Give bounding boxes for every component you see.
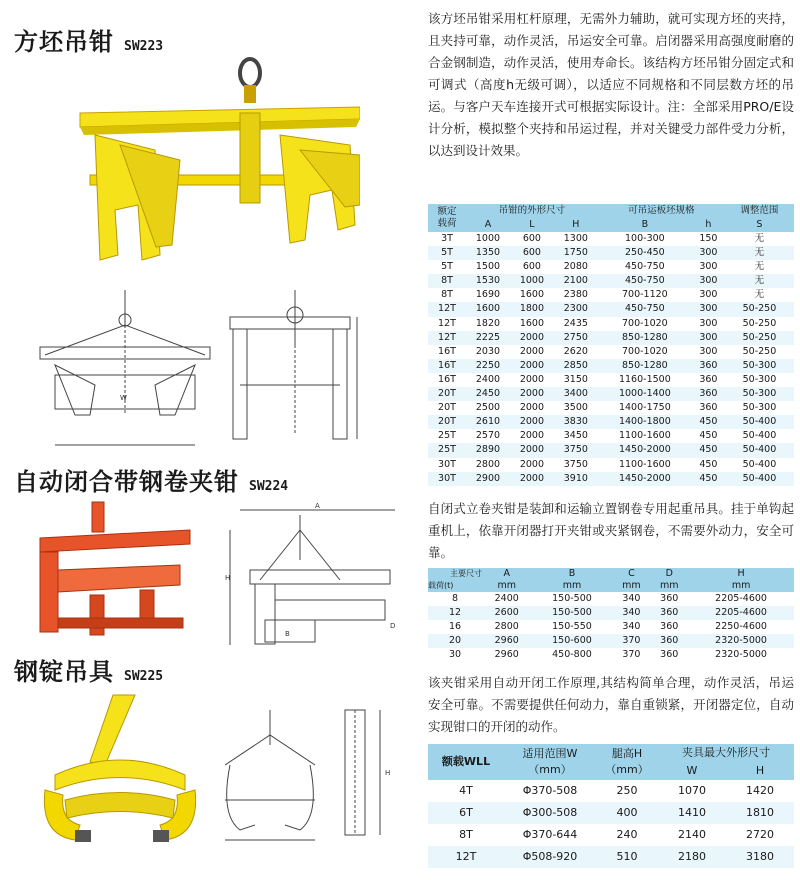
table-cell: 1100-1600 [618, 430, 671, 442]
table-cell: 450 [692, 415, 725, 429]
table-cell: 1300 [563, 233, 588, 244]
table-body [428, 592, 794, 662]
table-cell: 300 [699, 289, 718, 301]
table-row [428, 620, 794, 634]
table-cell: 700-1120 [621, 289, 668, 301]
table-row [428, 802, 794, 824]
table-row [428, 846, 794, 868]
table-cell: 1400-1800 [598, 415, 692, 429]
table-cell: 无 [754, 289, 765, 301]
table-cell: 1000 [475, 233, 501, 244]
table-cell: 2000 [510, 359, 554, 373]
table-cell: 20T [428, 415, 466, 429]
billet-tongs-side-drawing [225, 285, 365, 455]
table-cell: 340 [613, 606, 651, 620]
table-cell: 1070 [678, 784, 706, 797]
table-cell: 50-250 [725, 302, 794, 316]
table-cell: 8 [451, 593, 459, 604]
table-cell: 2000 [510, 472, 554, 486]
table-cell: 1600 [466, 302, 510, 316]
table-cell: 1810 [726, 802, 794, 824]
table-cell: 240 [616, 828, 638, 841]
table-cell: 2320-5000 [688, 634, 794, 648]
table-cell: 2205-4600 [688, 606, 794, 620]
table-cell: 510 [596, 846, 658, 868]
sw224-description: 自闭式立卷夹钳是装卸和运输立置钢卷专用起重吊具。挂于单钩起重机上，依靠开闭器打开夹钳或夹紧钢卷，不需要外动力，安全可靠。 [428, 501, 794, 560]
table-cell: 50-300 [725, 359, 794, 373]
table-body [428, 232, 794, 486]
table-cell: 2960 [482, 634, 531, 648]
table-header-row: W H [428, 762, 794, 780]
table-cell: 360 [660, 593, 679, 604]
table-cell: 150-500 [531, 606, 612, 620]
table-cell: 1160-1500 [618, 373, 671, 385]
table-cell: 370 [622, 649, 641, 660]
table-cell: 2300 [554, 302, 598, 316]
table-cell: 8T [459, 828, 473, 841]
table-row [428, 415, 794, 429]
table-cell: 25T [438, 430, 456, 442]
table-cell: 2850 [554, 359, 598, 373]
sw223-description: 该方坯吊钳采用杠杆原理，无需外力辅助，就可实现方坯的夹持，且夹持可靠，动作灵活，吊运安全可靠。启闭器采用高强度耐磨的合金钢制造，动作灵活，使用寿命长。该结构方坯吊钳分固定式和可调式（高度h无级可调），以适应不同规格和不同层数方坯的吊运。与客户天车连接开式可根据实际设计。注：全部采用PRO/E设计分析，模拟整个夹持和吊运过程，并对关键受力部件受力分析，以达到设计效果。 [428, 11, 794, 158]
table-cell: 16T [438, 345, 456, 357]
table-cell: 1400-1750 [618, 402, 671, 414]
table-cell: 12T [428, 846, 504, 868]
ingot-tongs-drawing [215, 705, 415, 845]
table-cell: 20T [428, 387, 466, 401]
table-cell: 1600 [519, 289, 544, 301]
table-cell: 360 [692, 387, 725, 401]
table-header-row: 载荷(t) mm mm mm mm mm [428, 580, 794, 592]
table-header-row: 额定 载荷 吊钳的外形尺寸 可吊运板坯规格 调整范围 [428, 204, 794, 218]
table-cell: 450-750 [625, 261, 665, 273]
table-cell: 50-400 [742, 430, 777, 442]
table-cell: 50-400 [725, 443, 794, 457]
table-cell: 2000 [519, 345, 544, 357]
table-row [428, 634, 794, 648]
table-cell: 2890 [466, 443, 510, 457]
table-cell: 850-1280 [598, 331, 692, 345]
table-cell: 2960 [494, 649, 519, 660]
table-row [428, 288, 794, 302]
table-cell: 150-550 [552, 621, 592, 632]
table-cell: 50-300 [742, 373, 777, 385]
sw225-description: 该夹钳采用自动开闭工作原理,其结构简单合理，动作灵活，吊运安全可靠。不需要提供任何动力，靠自重锁紧，开闭器定位，自动实现钳口的开闭的动作。 [428, 675, 794, 734]
table-cell: 360 [699, 373, 718, 385]
table-cell: 2000 [510, 331, 554, 345]
table-cell: 30 [448, 649, 462, 660]
table-cell: 20 [428, 634, 482, 648]
table-cell: 无 [754, 233, 765, 244]
table-cell: 2435 [563, 317, 588, 329]
table-cell: 2400 [494, 593, 519, 604]
table-cell: 1800 [510, 302, 554, 316]
table-cell: 450 [692, 443, 725, 457]
table-row [428, 246, 794, 260]
table-cell: 3500 [563, 402, 588, 414]
table-cell: 2900 [466, 472, 510, 486]
table-cell: 无 [754, 261, 765, 273]
table-cell: 3830 [554, 415, 598, 429]
svg-text:H: H [225, 574, 231, 582]
section-title-sw223: 方坯吊钳 SW223 [14, 28, 164, 56]
table-cell: 2030 [475, 345, 501, 357]
table-cell: 360 [692, 359, 725, 373]
table-cell: Φ300-508 [504, 802, 596, 824]
sw225-spec-table [428, 744, 794, 868]
table-cell: 50-400 [725, 472, 794, 486]
table-cell: 2000 [510, 443, 554, 457]
table-cell: 300 [699, 317, 718, 329]
table-row [428, 401, 794, 415]
table-row [428, 780, 794, 802]
sw223-spec-table [428, 204, 794, 486]
svg-text:W: W [120, 394, 127, 402]
billet-tongs-photo [60, 55, 360, 275]
table-cell: 2140 [678, 828, 706, 841]
table-cell: 150 [699, 233, 718, 244]
billet-tongs-front-drawing [35, 285, 215, 455]
table-cell: 300 [699, 345, 718, 357]
table-cell: 450 [699, 458, 718, 470]
table-row [428, 331, 794, 345]
table-cell: 150-600 [531, 634, 612, 648]
table-header-row: A L H B h S [428, 218, 794, 232]
table-cell: 2000 [519, 373, 544, 385]
table-cell: 1420 [746, 784, 774, 797]
table-cell: 1530 [466, 274, 510, 288]
table-cell: 2000 [510, 387, 554, 401]
table-cell: 1750 [554, 246, 598, 260]
table-cell: 2080 [563, 261, 588, 273]
table-cell: 50-300 [725, 387, 794, 401]
table-cell: 2750 [554, 331, 598, 345]
table-cell: 30T [428, 472, 466, 486]
table-cell: 1450-2000 [598, 472, 692, 486]
table-row [428, 429, 794, 443]
table-cell: 6T [428, 802, 504, 824]
table-cell: 2100 [554, 274, 598, 288]
table-row [428, 274, 794, 288]
table-cell: Φ370-644 [522, 828, 578, 841]
svg-text:A: A [315, 502, 320, 510]
table-cell: 300 [692, 274, 725, 288]
table-cell: 无 [725, 246, 794, 260]
table-row [428, 824, 794, 846]
table-cell: 3750 [554, 443, 598, 457]
table-cell: 2180 [658, 846, 726, 868]
table-cell: 2205-4600 [715, 593, 767, 604]
table-row [428, 260, 794, 274]
table-cell: 3450 [563, 430, 588, 442]
table-cell: 450-750 [598, 302, 692, 316]
table-cell: 1500 [475, 261, 501, 273]
coil-tongs-drawing [220, 500, 410, 650]
table-cell: 2720 [746, 828, 774, 841]
table-cell: 600 [522, 261, 541, 273]
table-cell: 2610 [466, 415, 510, 429]
table-cell: 3750 [563, 458, 588, 470]
table-cell: 1820 [475, 317, 501, 329]
table-cell: 1000 [510, 274, 554, 288]
table-cell: 3150 [563, 373, 588, 385]
table-cell: 2250-4600 [715, 621, 767, 632]
table-cell: 1000-1400 [598, 387, 692, 401]
table-cell: 2600 [482, 606, 531, 620]
table-cell: 16 [448, 621, 462, 632]
table-cell: 12T [428, 302, 466, 316]
table-row [428, 443, 794, 457]
table-cell: 50-250 [725, 331, 794, 345]
table-header-row: 主要尺寸 A B C D H [428, 568, 794, 580]
table-cell: 8T [428, 274, 466, 288]
table-cell: 2000 [519, 430, 544, 442]
table-row [428, 606, 794, 620]
table-row [428, 317, 794, 331]
table-row [428, 592, 794, 606]
table-cell: 12T [428, 331, 466, 345]
table-cell: 1410 [658, 802, 726, 824]
table-cell: 50-400 [725, 415, 794, 429]
table-cell: 5T [441, 261, 453, 273]
table-cell: Φ370-508 [522, 784, 578, 797]
table-cell: 360 [699, 402, 718, 414]
table-cell: 360 [650, 606, 688, 620]
svg-text:B: B [285, 630, 290, 638]
table-cell: 700-1020 [621, 317, 668, 329]
table-cell: 12 [428, 606, 482, 620]
table-cell: 600 [510, 246, 554, 260]
table-cell: 450 [699, 430, 718, 442]
table-cell: 370 [613, 634, 651, 648]
table-cell: 1690 [475, 289, 501, 301]
table-cell: 2400 [475, 373, 501, 385]
table-cell: 50-250 [742, 317, 777, 329]
table-row [428, 232, 794, 246]
section-title-sw225: 钢锭吊具 SW225 [14, 658, 164, 686]
table-cell: 3T [441, 233, 453, 244]
table-cell: 1450-2000 [598, 443, 692, 457]
table-cell: 20T [438, 402, 456, 414]
table-cell: 3910 [554, 472, 598, 486]
table-cell: 2320-5000 [715, 649, 767, 660]
table-cell: 3400 [554, 387, 598, 401]
table-cell: 2000 [510, 415, 554, 429]
table-row [428, 458, 794, 472]
table-cell: 700-1020 [621, 345, 668, 357]
table-cell: 2620 [563, 345, 588, 357]
table-row [428, 345, 794, 359]
table-cell: 2000 [519, 402, 544, 414]
table-cell: 50-300 [742, 402, 777, 414]
table-cell: Φ508-920 [504, 846, 596, 868]
table-cell: 16T [428, 359, 466, 373]
table-row [428, 648, 794, 662]
table-cell: 2380 [563, 289, 588, 301]
table-cell: 340 [622, 621, 641, 632]
table-cell: 25T [428, 443, 466, 457]
table-cell: 2450 [466, 387, 510, 401]
table-header-row: 额载WLL 适用范围W （mm） 腿高H （mm） 夹具最大外形尺寸 [428, 744, 794, 762]
table-row [428, 302, 794, 316]
table-cell: 850-1280 [598, 359, 692, 373]
table-cell: 50-250 [742, 345, 777, 357]
table-cell: 50-400 [742, 458, 777, 470]
table-cell: 2800 [494, 621, 519, 632]
table-cell: 1350 [466, 246, 510, 260]
svg-text:H: H [385, 769, 391, 777]
ingot-tongs-photo [35, 690, 205, 850]
table-cell: 360 [660, 621, 679, 632]
table-cell: 450-750 [598, 274, 692, 288]
table-cell: 5T [428, 246, 466, 260]
table-cell: 340 [622, 593, 641, 604]
table-cell: 12T [438, 317, 456, 329]
table-body [428, 780, 794, 868]
table-cell: 360 [660, 649, 679, 660]
table-row [428, 387, 794, 401]
section-title-sw224: 自动闭合带钢卷夹钳 SW224 [14, 468, 289, 496]
sw224-spec-table [428, 568, 794, 662]
table-cell: 300 [699, 261, 718, 273]
table-cell: 2800 [475, 458, 501, 470]
table-cell: 1100-1600 [618, 458, 671, 470]
table-row [428, 373, 794, 387]
table-cell: 2000 [519, 458, 544, 470]
table-cell: 150-500 [552, 593, 592, 604]
table-cell: 250 [616, 784, 638, 797]
table-cell: 600 [522, 233, 541, 244]
table-cell: 400 [596, 802, 658, 824]
table-row [428, 359, 794, 373]
table-cell: 100-300 [625, 233, 665, 244]
table-cell: 1600 [519, 317, 544, 329]
table-cell: 2225 [466, 331, 510, 345]
table-cell: 450-800 [552, 649, 592, 660]
table-cell: 360 [650, 634, 688, 648]
table-cell: 2250 [466, 359, 510, 373]
table-cell: 8T [441, 289, 453, 301]
table-cell: 300 [692, 331, 725, 345]
table-cell: 3180 [726, 846, 794, 868]
coil-tongs-photo [30, 500, 200, 640]
table-cell: 250-450 [598, 246, 692, 260]
table-cell: 300 [692, 302, 725, 316]
table-cell: 2570 [475, 430, 501, 442]
table-cell: 4T [459, 784, 473, 797]
table-cell: 16T [438, 373, 456, 385]
table-cell: 300 [692, 246, 725, 260]
table-row [428, 472, 794, 486]
svg-text:D: D [390, 622, 396, 630]
table-cell: 450 [692, 472, 725, 486]
table-cell: 无 [725, 274, 794, 288]
table-cell: 2500 [475, 402, 501, 414]
table-cell: 30T [438, 458, 456, 470]
